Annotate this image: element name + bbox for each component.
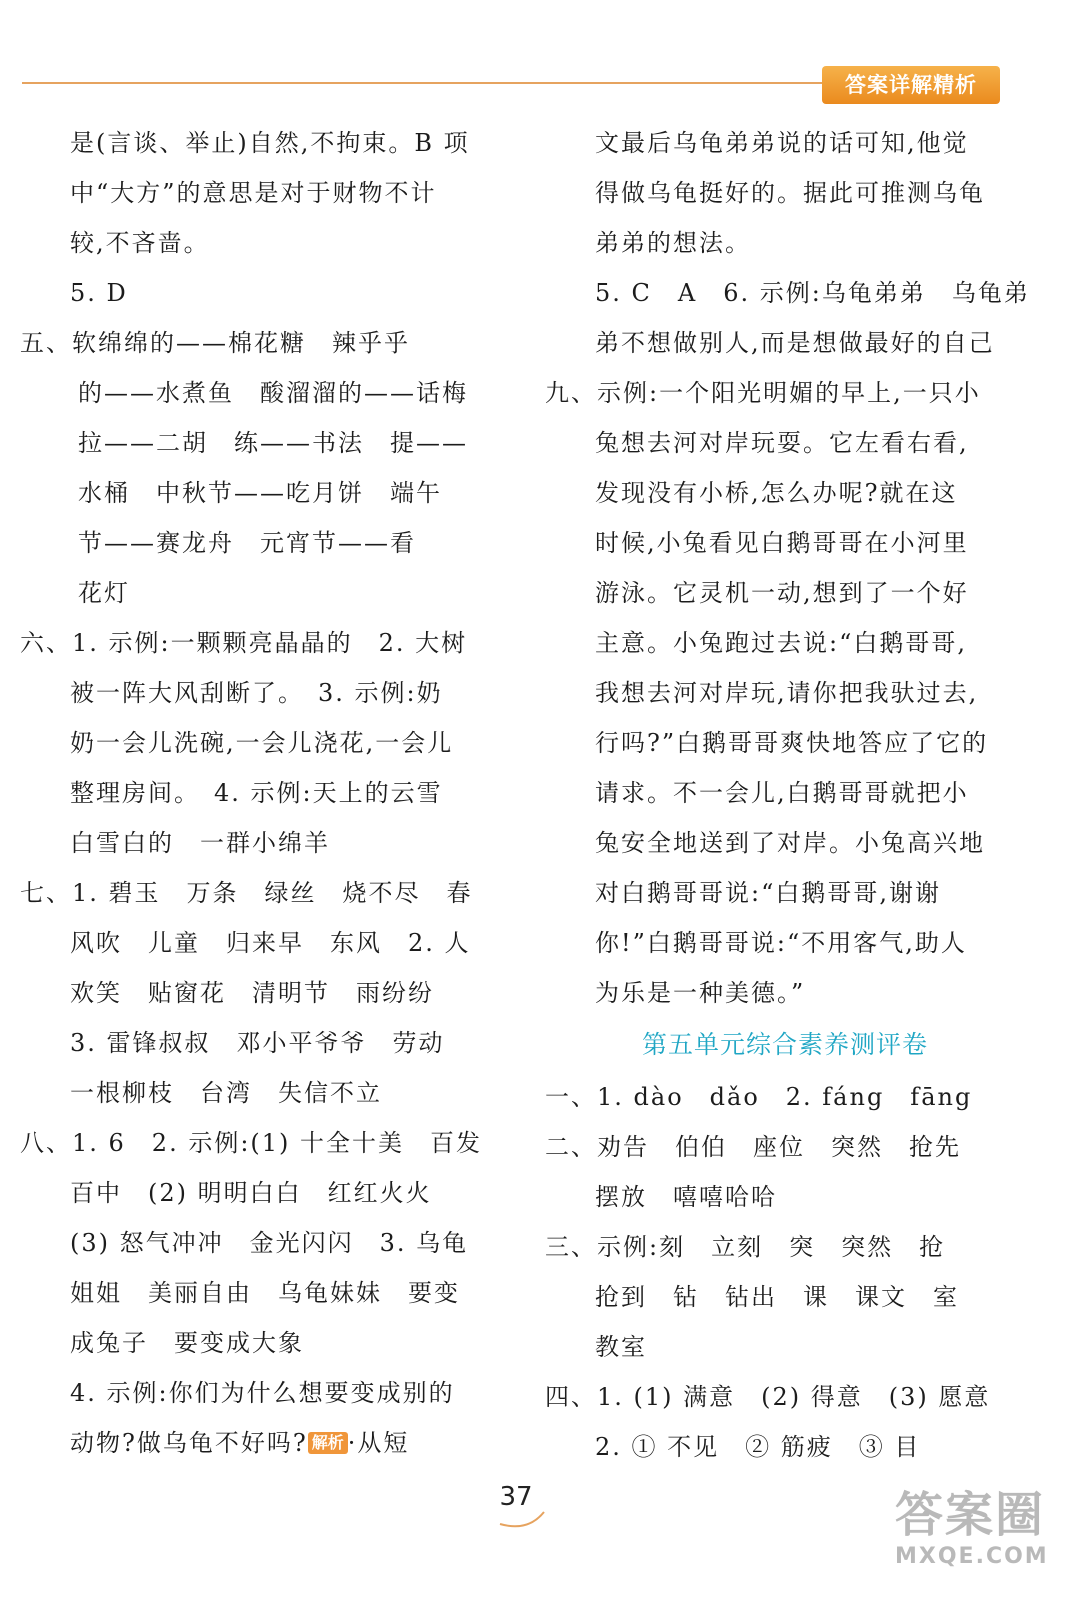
answer-line — [545, 368, 1025, 418]
answer-line — [20, 1418, 500, 1468]
answer-text: 奶一会儿洗碗,一会儿浇花,一会儿 — [70, 729, 454, 757]
answer-text: 欢笑 贴窗花 清明节 雨纷纷 — [70, 979, 434, 1007]
answer-line — [545, 1272, 1025, 1322]
answer-text: 是(言谈、举止)自然,不拘束。B 项 — [70, 129, 470, 157]
answer-line — [20, 1018, 500, 1068]
answer-line — [545, 1172, 1025, 1222]
answer-line — [545, 768, 1025, 818]
page-number-curve-icon — [498, 1510, 548, 1530]
answer-text: 弟弟的想法。 — [595, 229, 751, 257]
answer-text: 七、1. 碧玉 万条 绿丝 烧不尽 春 — [20, 879, 473, 907]
answer-line — [545, 1072, 1025, 1122]
answer-text: 时候,小兔看见白鹅哥哥在小河里 — [595, 529, 969, 557]
answer-line — [20, 418, 500, 468]
answer-text: 五、软绵绵的——棉花糖 辣乎乎 — [20, 329, 410, 357]
answer-text: 二、劝告 伯伯 座位 突然 抢先 — [545, 1133, 961, 1161]
answer-line — [20, 568, 500, 618]
answer-line — [545, 1372, 1025, 1422]
answer-text: 得做乌龟挺好的。据此可推测乌龟 — [595, 179, 985, 207]
answer-line — [20, 168, 500, 218]
header-badge: 答案详解精析 — [822, 66, 1000, 104]
answer-line — [20, 118, 500, 168]
answer-text: 主意。小兔跑过去说:“白鹅哥哥, — [595, 629, 967, 657]
answer-line — [545, 168, 1025, 218]
answer-line — [545, 568, 1025, 618]
answer-line — [20, 1168, 500, 1218]
answer-text: 对白鹅哥哥说:“白鹅哥哥,谢谢 — [595, 879, 941, 907]
answer-text: 三、示例:刻 立刻 突 突然 抢 — [545, 1233, 946, 1261]
answer-line — [20, 918, 500, 968]
answer-line — [545, 518, 1025, 568]
answer-text: 3. 雷锋叔叔 邓小平爷爷 劳动 — [70, 1029, 445, 1057]
answer-line — [20, 768, 500, 818]
answer-text: 5. D — [70, 279, 128, 307]
answer-line — [20, 618, 500, 668]
answer-line — [545, 618, 1025, 668]
answer-text: 教室 — [595, 1333, 647, 1361]
answer-text: 抢到 钻 钻出 课 课文 室 — [595, 1283, 959, 1311]
answer-line — [545, 1422, 1025, 1472]
answer-line — [545, 868, 1025, 918]
answer-text: 四、1. (1) 满意 (2) 得意 (3) 愿意 — [545, 1383, 991, 1411]
answer-line — [545, 218, 1025, 268]
answer-text: 动物?做乌龟不好吗? — [70, 1429, 308, 1457]
answer-line — [545, 268, 1030, 318]
watermark-url: MXQE.COM — [895, 1544, 1049, 1569]
answer-line — [20, 1218, 500, 1268]
header-rule — [22, 82, 827, 84]
answer-text: 摆放 嘻嘻哈哈 — [595, 1183, 777, 1211]
answer-text: 的——水煮鱼 酸溜溜的——话梅 — [78, 379, 468, 407]
answer-line — [545, 1322, 1025, 1372]
answer-line — [20, 1318, 500, 1368]
answer-line — [20, 1068, 500, 1118]
answer-text: 4. 示例:你们为什么想要变成别的 — [70, 1379, 455, 1407]
answer-text: 八、1. 6 2. 示例:(1) 十全十美 百发 — [20, 1129, 483, 1157]
answer-text: 水桶 中秋节——吃月饼 端午 — [78, 479, 442, 507]
answer-text: 中“大方”的意思是对于财物不计 — [70, 179, 437, 207]
answer-line — [20, 968, 500, 1018]
answer-text: 5. C A 6. 示例:乌龟弟弟 乌龟弟 — [595, 279, 1030, 307]
answer-line — [545, 918, 1025, 968]
answer-line — [20, 818, 500, 868]
answer-line — [20, 268, 500, 318]
answer-line — [545, 118, 1025, 168]
answer-text: 六、1. 示例:一颗颗亮晶晶的 2. 大树 — [20, 629, 468, 657]
answer-line — [20, 868, 500, 918]
answer-text: 兔想去河对岸玩耍。它左看右看, — [595, 429, 969, 457]
answer-line — [20, 318, 500, 368]
answer-text: 发现没有小桥,怎么办呢?就在这 — [595, 479, 958, 507]
right-column — [545, 118, 1030, 1472]
answer-line — [545, 468, 1025, 518]
answer-text: 兔安全地送到了对岸。小兔高兴地 — [595, 829, 985, 857]
answer-text: 姐姐 美丽自由 乌龟妹妹 要变 — [70, 1279, 460, 1307]
watermark — [895, 1486, 1070, 1586]
answer-line — [20, 668, 500, 718]
answer-line — [545, 968, 1025, 1018]
answer-text: 弟不想做别人,而是想做最好的自己 — [595, 329, 995, 357]
answer-line — [20, 368, 500, 418]
answer-text: 节——赛龙舟 元宵节——看 — [78, 529, 416, 557]
answer-text: 整理房间。 4. 示例:天上的云雪 — [70, 779, 443, 807]
answer-line — [545, 718, 1025, 768]
answer-text: 我想去河对岸玩,请你把我驮过去, — [595, 679, 979, 707]
answer-line — [545, 668, 1025, 718]
answer-line — [20, 1118, 500, 1168]
answer-text: 请求。不一会儿,白鹅哥哥就把小 — [595, 779, 969, 807]
answer-text: 行吗?”白鹅哥哥爽快地答应了它的 — [595, 729, 989, 757]
answer-text: 被一阵大风刮断了。 3. 示例:奶 — [70, 679, 443, 707]
answer-text: 九、示例:一个阳光明媚的早上,一只小 — [545, 379, 981, 407]
answer-text: 风吹 儿童 归来早 东风 2. 人 — [70, 929, 471, 957]
answer-text: (3) 怒气冲冲 金光闪闪 3. 乌龟 — [70, 1229, 469, 1257]
analysis-tag: 解析 — [308, 1432, 348, 1454]
answer-text: 为乐是一种美德。” — [595, 979, 806, 1007]
answer-text: 较,不吝啬。 — [70, 229, 210, 257]
page-number: 37 — [499, 1482, 533, 1512]
section-title: 第五单元综合素养测评卷 — [641, 1030, 928, 1059]
answer-text: 白雪白的 一群小绵羊 — [70, 829, 330, 857]
answer-text-continued: ·从短 — [347, 1429, 410, 1457]
answer-line — [20, 218, 500, 268]
left-column — [20, 118, 500, 1468]
answer-line — [545, 818, 1025, 868]
answer-text: 游泳。它灵机一动,想到了一个好 — [595, 579, 969, 607]
answer-text: 文最后乌龟弟弟说的话可知,他觉 — [595, 129, 969, 157]
answer-line — [20, 468, 500, 518]
answer-text: 一根柳枝 台湾 失信不立 — [70, 1079, 382, 1107]
answer-line — [545, 1122, 1025, 1172]
answer-text: 百中 (2) 明明白白 红红火火 — [70, 1179, 432, 1207]
answer-text: 拉——二胡 练——书法 提—— — [78, 429, 468, 457]
answer-line — [20, 718, 500, 768]
answer-text: 2. ① 不见 ② 筋疲 ③ 目 — [595, 1433, 921, 1461]
answer-line — [20, 518, 500, 568]
answer-text: 一、1. dào dǎo 2. fáng fāng — [545, 1083, 973, 1111]
answer-text: 花灯 — [78, 579, 130, 607]
watermark-logo: 答案圈 — [895, 1487, 1046, 1543]
answer-line — [20, 1368, 500, 1418]
answer-line — [545, 318, 1025, 368]
answer-line — [545, 1222, 1025, 1272]
answer-text: 你!”白鹅哥哥说:“不用客气,助人 — [595, 929, 967, 957]
answer-line — [545, 418, 1025, 468]
answer-line — [20, 1268, 500, 1318]
answer-text: 成兔子 要变成大象 — [70, 1329, 304, 1357]
